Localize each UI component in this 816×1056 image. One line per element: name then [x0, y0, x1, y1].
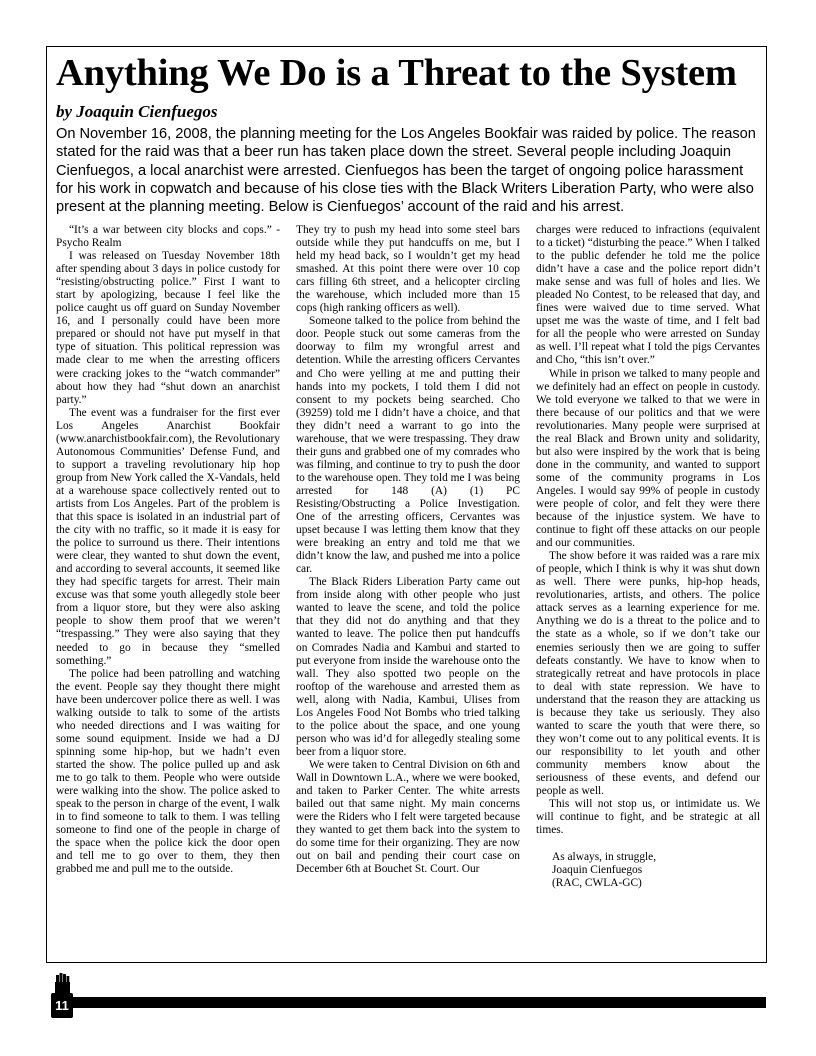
paragraph: This will not stop us, or intimidate us. We will continue to fight, and be strategic at all times. [536, 798, 760, 837]
paragraph: The police had been patrolling and watching the event. People say they thought there might have been undercover police there as well. I was walking outside to talk to some of the artists who needed directions and I was waiting for some sound equipment. Inside we had a DJ spinning some hip-hop, but we hadn’t even started the show. The police pulled up and ask me to go talk to them. People who were outside were walking into the show. The police asked to speak to the person in charge of the event, I walk in to find someone to talk to them. I was telling someone to find one of the people in charge of the space when the police kick the door open and tell me to go over to them, they then grabbed me and pull me to the outside. [56, 667, 280, 876]
text-column-1 [56, 224, 280, 956]
text-column-3 [536, 224, 760, 956]
signature-line: As always, in struggle, [552, 851, 657, 864]
paragraph: The Black Riders Liberation Party came out from inside along with other people who just wanted to leave the scene, and told the police that they did not do anything and that they wanted to leave. The police then put handcuffs on Comrades Nadia and Kambui and started to put everyone from inside the warehouse onto the wall. They also spotted two people on the rooftop of the warehouse and arrested them as well, along with Nadia, Kambui, Ulises from Los Angeles Food Not Bombs who tried talking to the police about the space, and one young person who was id’d for allegedly stealing some beer from a liquor store. [296, 576, 520, 758]
article-title: Anything We Do is a Threat to the System [56, 52, 737, 94]
paragraph: While in prison we talked to many people and we definitely had an effect on people in custody. We told everyone we talked to that we were in there because of our politics and that we were revolutionaries. Many people were surprised at the real Black and Brown unity and solidarity, but also were inspired by the work that is being done in the community, and wanted to support some of the community programs in Los Angeles. I would say 99% of people in custody were people of color, and felt they were there because of the injustice system. We have to continue to fight off these attacks on our people and our communities. [536, 367, 760, 550]
paragraph: charges were reduced to infractions (equivalent to a ticket) “disturbing the peace.” When I talked to the public defender he told me the police didn’t have a case and the police report didn’t make sense and was full of holes and lies. We pleaded No Contest, to be released that day, and fines were waived due to time served. What upset me was the waste of time, and I felt bad for all the people who were arrested on Sunday as well. I’ll repeat what I told the pigs Cervantes and Cho, “this isn’t over.” [536, 224, 760, 367]
footer-bar [72, 997, 766, 1008]
paragraph: The show before it was raided was a rare mix of people, which I think is why it was shut down as well. There were punks, hip-hop heads, revolutionaries, artists, and others. The police attack serves as a learning experience for me. Anything we do is a threat to the police and to the state as a whole, so if we don’t take our enemies seriously then we are going to suffer defeats constantly. We have to know when to strategically retreat and have protocols in place to deal with state repression. We have to understand that the reason they are attacking us is because they take us seriously. They also wanted to scare the youth that were there, so they won’t come out to any political events. It is our responsibility to let youth and other community members know about the seriousness of these events, and defend our people as well. [536, 550, 760, 798]
text-column-2 [296, 224, 520, 956]
paragraph: Someone talked to the police from behind the door. People stuck out some cameras from the doorway to film my wrongful arrest and detention. While the arresting officers Cervantes and Cho were yelling at me and putting their hands into my pockets, I told them I did not consent to my pockets being searched. Cho (39259) told me I didn’t have a choice, and that they didn’t need a warrant to go into the warehouse, that we were trespassing. They draw their guns and grabbed one of my comrades who was filming, and continue to try to push the door to the warehouse open. They told me I was being arrested for 148 (A) (1) PC Resisting/Obstructing a Police Investigation. One of the arresting officers, Cervantes was upset because I was letting them know that they were breaking an entry and told me that we didn’t know the law, and pushed me into a police car. [296, 315, 520, 576]
raised-fist-icon [51, 972, 73, 994]
paragraph: “It’s a war between city blocks and cops.” -Psycho Realm [56, 224, 280, 250]
article-intro: On November 16, 2008, the planning meeting for the Los Angeles Bookfair was raided by police. The reason stated for the raid was that a beer run has taken place down the street. Several people including Joaquin Cienfuegos, a local anarchist were arrested. Cienfuegos has been the target of ongoing police harassment for his work in copwatch and because of his close ties with the Black Writers Liberation Party, who were also present at the planning meeting. Below is Cienfuegos’ account of the raid and his arrest. [56, 126, 756, 216]
paragraph: I was released on Tuesday November 18th after spending about 3 days in police custody for “resisting/obstructing police.” First I want to start by apologizing, because I feel like the police caught us off guard on Sunday November 16, and I personally could have been more prepared or should not have put myself in that type of situation. This political repression was made clear to me when the arresting officers were cracking jokes to the “watch commander” about how they had “shut down an anarchist party.” [56, 250, 280, 406]
signature-block [552, 851, 760, 890]
paragraph: The event was a fundraiser for the first ever Los Angeles Anarchist Bookfair (www.anarchistbookfair.com), the Revolutionary Autonomous Communities’ Defense Fund, and to support a traveling revolutionary hip hop group from New York called the X-Vandals, held at a warehouse space collectively rented out to artists from Los Angeles. Part of the problem is that this space is isolated in an industrial part of the city with no traffic, so it made it is easy for the police to surround us there. Their intentions were clear, they wanted to shut down the event, and according to several accounts, it seemed like they had specific targets for arrest. Their main excuse was that some youth allegedly stole beer from a liquor store, but they were also asking people to show them proof that we weren’t “trespassing.” They were also saying that they needed to go in because they “smelled something.” [56, 406, 280, 667]
paragraph: We were taken to Central Division on 6th and Wall in Downtown L.A., where we were booked, and taken to Parker Center. The white arrests bailed out that same night. My main concerns were the Riders who I felt were targeted because they wanted to get them back into the system to do some time for their organizing. They are now out on bail and pending their court case on December 6th at Bouchet St. Court. Our [296, 758, 520, 876]
paragraph: They try to push my head into some steel bars outside while they put handcuffs on me, but I held my head back, so I wouldn’t get my head smashed. At this point there were over 10 cop cars filling 6th street, and a helicopter circling the warehouse, which included more than 15 cops (high ranking officers as well). [296, 224, 520, 315]
page-number: 11 [51, 993, 73, 1018]
signature-name: Joaquin Cienfuegos [552, 864, 643, 877]
signature-affiliation: (RAC, CWLA-GC) [552, 877, 642, 890]
article-byline: by Joaquin Cienfuegos [56, 102, 218, 121]
